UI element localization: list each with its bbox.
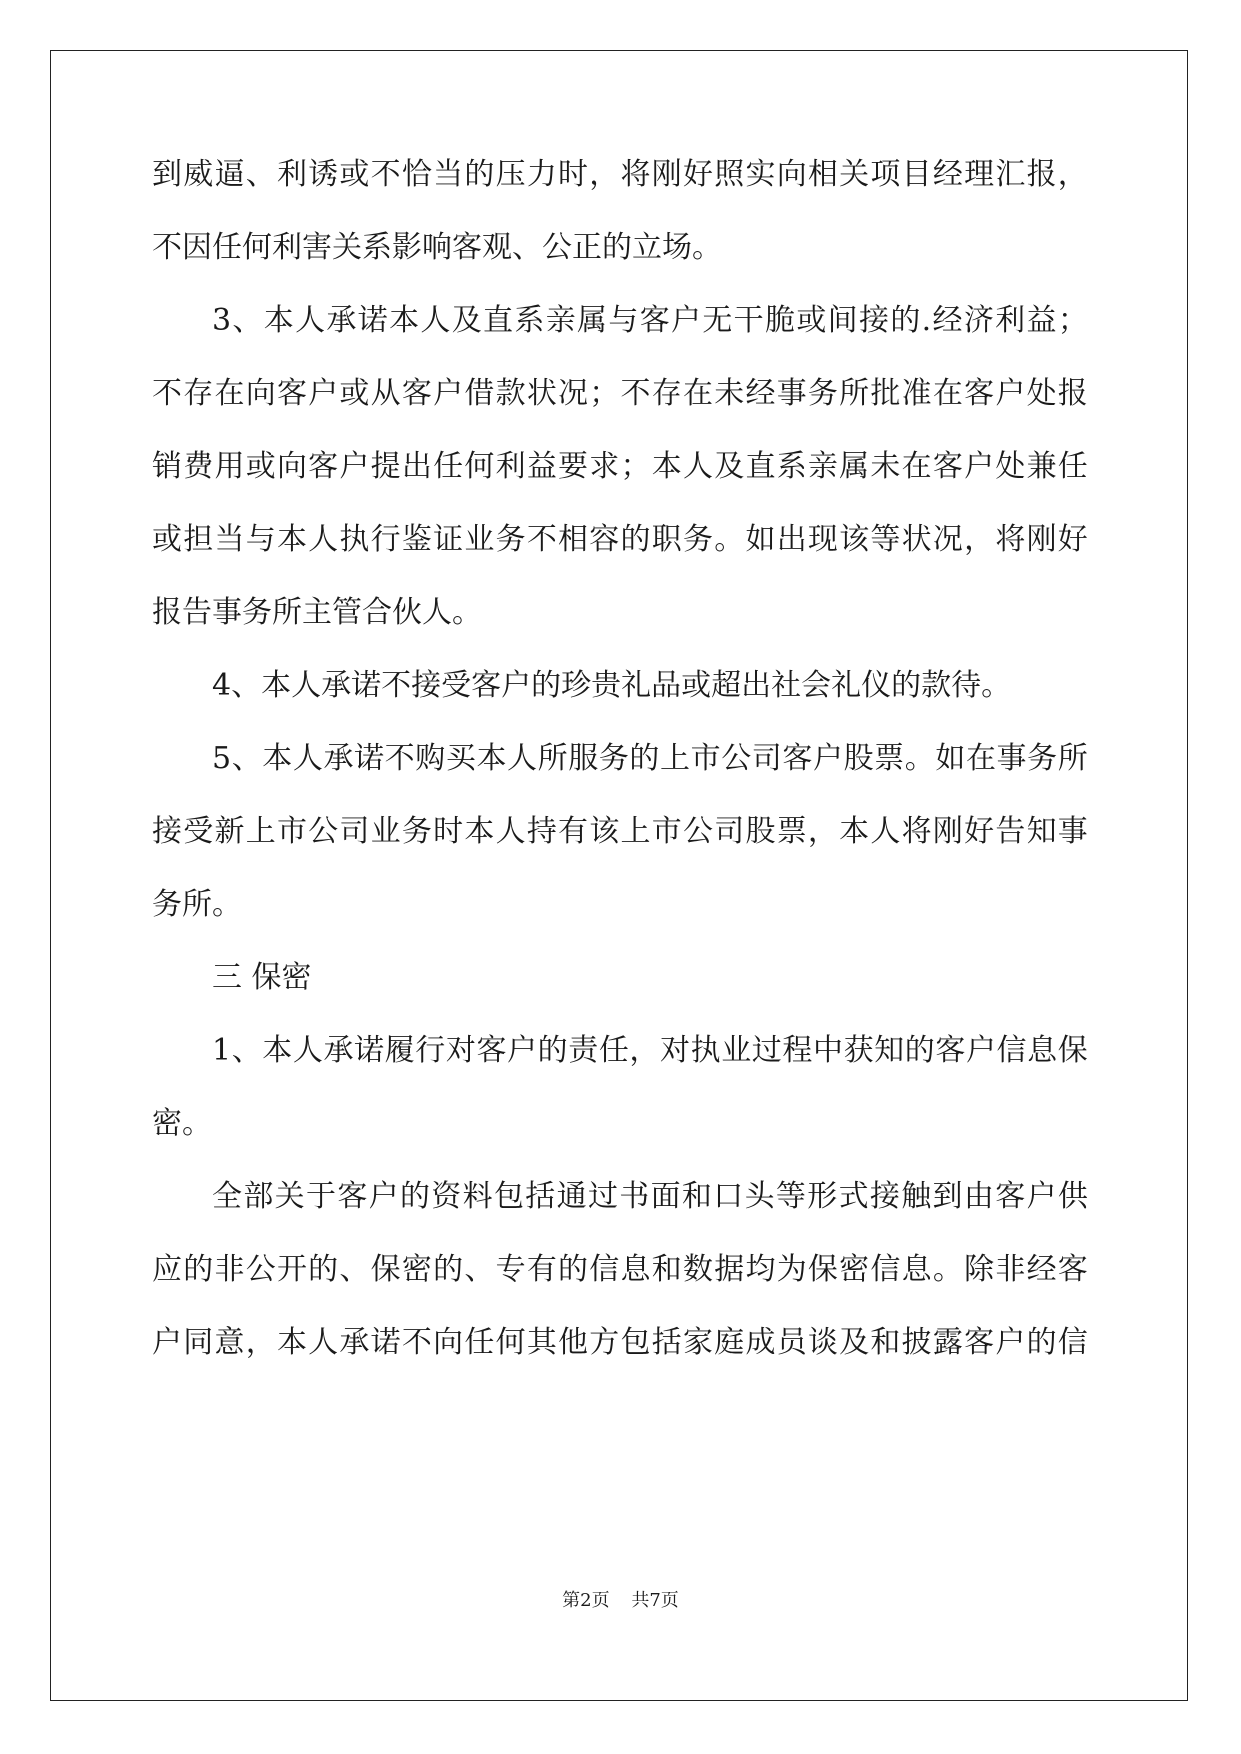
page-footer xyxy=(0,1586,1241,1616)
text-line: 应 的 非 公 开 的 、 保 密 的 、 专 有 的 信 息 和 数 据 均 为 保 密 信 息 。 除 非 经 客 xyxy=(152,1252,1088,1287)
text-line: 销 费 用 或 向 客 户 提 出 任 何 利 益 要 求 ； 本 人 及 直 系 亲 属 未 在 客 户 处 兼 任 xyxy=(152,449,1088,484)
text-line: 1 、 本 人 承 诺 履 行 对 客 户 的 责 任 ， 对 执 业 过 程 中 获 知 的 客 户 信 息 保 xyxy=(212,1033,1088,1068)
section-heading: 三 保密 xyxy=(212,960,312,995)
text-line: 不因任何利害关系影响客观、公正的立场。 xyxy=(152,230,722,265)
text-line: 全 部 关 于 客 户 的 资 料 包 括 通 过 书 面 和 口 头 等 形 式 接 触 到 由 客 户 供 xyxy=(212,1179,1088,1214)
text-line: 到 威 逼 、 利 诱 或 不 恰 当 的 压 力 时 ， 将 刚 好 照 实 向 相 关 项 目 经 理 汇 报 ， xyxy=(152,157,1088,192)
text-line: 不 存 在 向 客 户 或 从 客 户 借 款 状 况 ； 不 存 在 未 经 事 务 所 批 准 在 客 户 处 报 xyxy=(152,376,1088,411)
page-number: 第2页 xyxy=(562,1590,610,1611)
text-line: 报告事务所主管合伙人。 xyxy=(152,595,482,630)
page-total: 共7页 xyxy=(631,1590,679,1611)
text-line: 或 担 当 与 本 人 执 行 鉴 证 业 务 不 相 容 的 职 务 。 如 出 现 该 等 状 况 ， 将 刚 好 xyxy=(152,522,1088,557)
text-line: 接 受 新 上 市 公 司 业 务 时 本 人 持 有 该 上 市 公 司 股 票 ， 本 人 将 刚 好 告 知 事 xyxy=(152,814,1088,849)
text-line: 3 、 本 人 承 诺 本 人 及 直 系 亲 属 与 客 户 无 干 脆 或 间 接 的 . 经 济 利 益 ； xyxy=(212,303,1088,338)
text-line: 4、本人承诺不接受客户的珍贵礼品或超出社会礼仪的款待。 xyxy=(212,668,1012,703)
text-line: 务所。 xyxy=(152,887,242,922)
text-line: 5 、 本 人 承 诺 不 购 买 本 人 所 服 务 的 上 市 公 司 客 户 股 票 。 如 在 事 务 所 xyxy=(212,741,1088,776)
text-line: 密。 xyxy=(152,1106,212,1141)
text-line: 户 同 意 ， 本 人 承 诺 不 向 任 何 其 他 方 包 括 家 庭 成 员 谈 及 和 披 露 客 户 的 信 xyxy=(152,1325,1088,1360)
